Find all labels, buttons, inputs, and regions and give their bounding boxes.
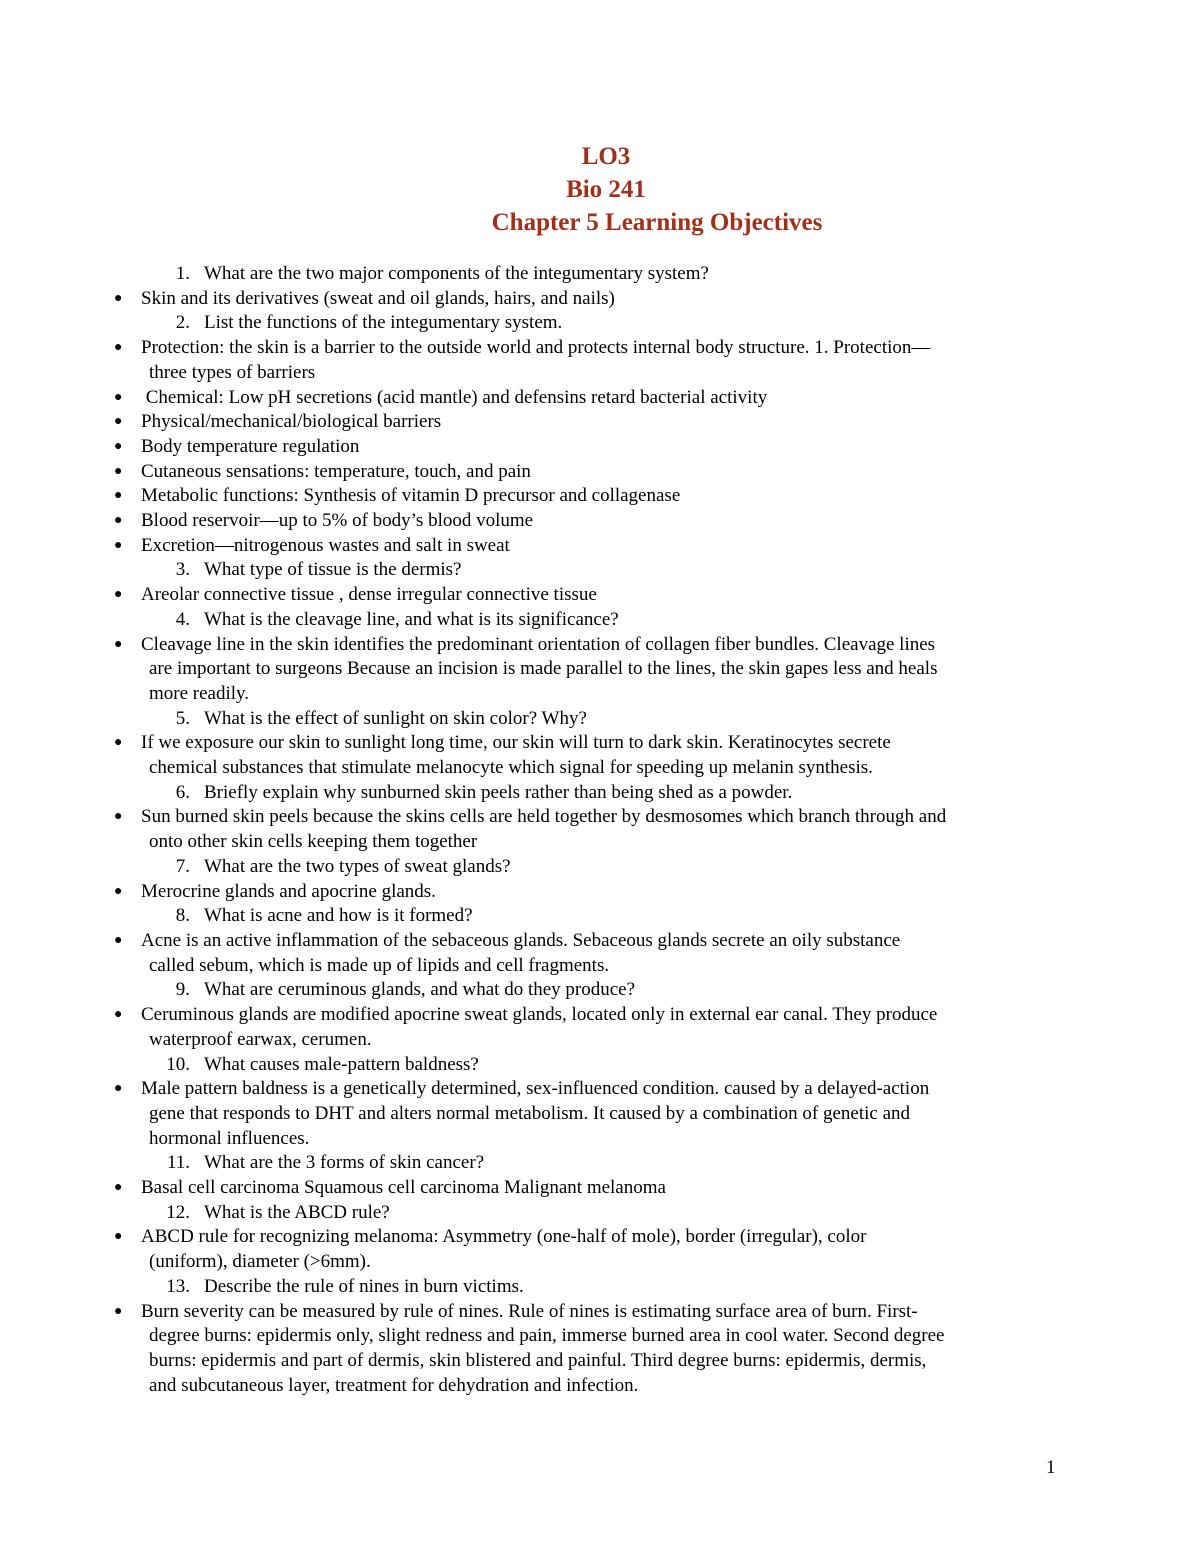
answer-text: Male pattern baldness is a genetically determined, sex-influenced condition. caused by a delayed-action bbox=[141, 1078, 930, 1100]
answer-text: Physical/mechanical/biological barriers bbox=[141, 411, 442, 433]
answer-text-continuation: onto other skin cells keeping them together bbox=[149, 831, 478, 853]
answer-text: Areolar connective tissue , dense irregular connective tissue bbox=[141, 584, 597, 606]
answer-bullet bbox=[0, 929, 1200, 978]
question-number: 5. bbox=[175, 707, 190, 729]
answer-text: If we exposure our skin to sunlight long time, our skin will turn to dark skin. Keratinocytes secrete bbox=[141, 732, 891, 754]
answer-text-continuation: are important to surgeons Because an incision is made parallel to the lines, the skin gapes less and heals bbox=[149, 658, 938, 680]
bullet-icon: ● bbox=[114, 1081, 123, 1097]
bullet-icon: ● bbox=[114, 1303, 123, 1319]
answer-text-continuation: gene that responds to DHT and alters normal metabolism. It caused by a combination of genetic and bbox=[149, 1102, 911, 1124]
answer-text-continuation: waterproof earwax, cerumen. bbox=[149, 1028, 372, 1050]
answer-bullet bbox=[0, 583, 1200, 608]
question-number: 6. bbox=[175, 781, 190, 803]
bullet-icon: ● bbox=[114, 513, 123, 529]
answer-bullet bbox=[0, 386, 1200, 411]
bullet-icon: ● bbox=[114, 1007, 123, 1023]
answer-text: Merocrine glands and apocrine glands. bbox=[141, 880, 436, 902]
bullet-icon: ● bbox=[114, 438, 123, 454]
answer-bullet bbox=[0, 805, 1200, 854]
answer-bullet bbox=[0, 1225, 1200, 1274]
question-text: What are the two types of sweat glands? bbox=[204, 855, 511, 877]
question-item bbox=[0, 855, 1200, 880]
question-item bbox=[0, 558, 1200, 583]
question-text: What type of tissue is the dermis? bbox=[204, 559, 462, 581]
bullet-icon: ● bbox=[114, 636, 123, 652]
answer-text-continuation: hormonal influences. bbox=[149, 1127, 310, 1149]
header-course: Bio 241 bbox=[566, 176, 646, 203]
question-item bbox=[0, 978, 1200, 1003]
answer-text: Acne is an active inflammation of the sebaceous glands. Sebaceous glands secrete an oily substance bbox=[141, 929, 901, 951]
answer-bullet bbox=[0, 880, 1200, 905]
question-text: Briefly explain why sunburned skin peels rather than being shed as a powder. bbox=[204, 781, 793, 803]
question-number: 9. bbox=[175, 979, 190, 1001]
answer-text: Body temperature regulation bbox=[141, 435, 360, 457]
answer-bullet bbox=[0, 1176, 1200, 1201]
question-number: 1. bbox=[175, 263, 190, 284]
question-text: What is acne and how is it formed? bbox=[204, 905, 473, 927]
answer-text-continuation: degree burns: epidermis only, slight redness and pain, immerse burned area in cool water. Second degree bbox=[149, 1325, 945, 1347]
question-text: Describe the rule of nines in burn victims. bbox=[204, 1275, 524, 1297]
answer-text-continuation: and subcutaneous layer, treatment for dehydration and infection. bbox=[149, 1374, 639, 1396]
answer-bullet bbox=[0, 509, 1200, 534]
question-item bbox=[0, 608, 1200, 633]
bullet-icon: ● bbox=[114, 809, 123, 825]
bullet-icon: ● bbox=[114, 587, 123, 603]
answer-text: Burn severity can be measured by rule of nines. Rule of nines is estimating surface area of burn. First- bbox=[141, 1300, 918, 1322]
bullet-icon: ● bbox=[114, 537, 123, 553]
answer-text-continuation: chemical substances that stimulate melanocyte which signal for speeding up melanin synthesis. bbox=[149, 757, 873, 779]
page-number: 1 bbox=[1046, 1457, 1056, 1478]
answer-text-continuation: more readily. bbox=[149, 682, 250, 704]
bullet-icon: ● bbox=[114, 488, 123, 504]
answer-text: Blood reservoir—up to 5% of body’s blood volume bbox=[141, 510, 534, 532]
answer-bullet bbox=[0, 435, 1200, 460]
answer-text: Sun burned skin peels because the skins cells are held together by desmosomes which branch through and bbox=[141, 806, 947, 828]
bullet-icon: ● bbox=[114, 883, 123, 899]
answer-bullet bbox=[0, 1300, 1200, 1399]
question-number: 2. bbox=[175, 312, 190, 334]
question-number: 11. bbox=[166, 1152, 190, 1174]
question-item bbox=[0, 262, 1200, 287]
question-number: 7. bbox=[175, 855, 190, 877]
answer-text: Protection: the skin is a barrier to the outside world and protects internal body structure. 1. Protection— bbox=[141, 337, 931, 359]
bullet-icon: ● bbox=[114, 290, 123, 306]
answer-bullet bbox=[0, 410, 1200, 435]
answer-bullet bbox=[0, 1077, 1200, 1151]
answer-bullet bbox=[0, 287, 1200, 312]
answer-bullet bbox=[0, 1003, 1200, 1052]
question-number: 10. bbox=[166, 1053, 190, 1075]
answer-text: Ceruminous glands are modified apocrine sweat glands, located only in external ear canal. They produce bbox=[141, 1004, 938, 1026]
question-text: What is the ABCD rule? bbox=[204, 1201, 390, 1223]
answer-text: Chemical: Low pH secretions (acid mantle) and defensins retard bacterial activity bbox=[141, 386, 768, 408]
answer-bullet bbox=[0, 731, 1200, 780]
question-item bbox=[0, 781, 1200, 806]
answer-bullet bbox=[0, 484, 1200, 509]
bullet-icon: ● bbox=[114, 1229, 123, 1245]
bullet-icon: ● bbox=[114, 389, 123, 405]
question-number: 13. bbox=[166, 1275, 190, 1297]
question-text: What is the effect of sunlight on skin color? Why? bbox=[204, 707, 587, 729]
question-item bbox=[0, 1275, 1200, 1300]
answer-bullet bbox=[0, 460, 1200, 485]
answer-text-continuation: burns: epidermis and part of dermis, skin blistered and painful. Third degree burns: epidermis, dermis, bbox=[149, 1349, 927, 1371]
question-item bbox=[0, 707, 1200, 732]
bullet-icon: ● bbox=[114, 932, 123, 948]
bullet-icon: ● bbox=[114, 1180, 123, 1196]
header-code: LO3 bbox=[581, 143, 631, 170]
bullet-icon: ● bbox=[114, 463, 123, 479]
question-item bbox=[0, 1151, 1200, 1176]
answer-bullet bbox=[0, 534, 1200, 559]
question-text: List the functions of the integumentary system. bbox=[204, 312, 563, 334]
question-number: 4. bbox=[175, 608, 190, 630]
answer-text-continuation: called sebum, which is made up of lipids and cell fragments. bbox=[149, 954, 610, 976]
question-text: What causes male-pattern baldness? bbox=[204, 1053, 479, 1075]
answer-text: Excretion—nitrogenous wastes and salt in sweat bbox=[141, 534, 510, 556]
question-number: 12. bbox=[166, 1201, 190, 1223]
answer-bullet bbox=[0, 633, 1200, 707]
question-text: What are the 3 forms of skin cancer? bbox=[204, 1152, 485, 1174]
bullet-icon: ● bbox=[114, 414, 123, 430]
question-item bbox=[0, 904, 1200, 929]
question-item bbox=[0, 1053, 1200, 1078]
question-item bbox=[0, 311, 1200, 336]
question-text: What is the cleavage line, and what is its significance? bbox=[204, 608, 619, 630]
answer-text-continuation: (uniform), diameter (>6mm). bbox=[149, 1251, 371, 1273]
question-number: 8. bbox=[175, 905, 190, 927]
question-item bbox=[0, 1201, 1200, 1226]
bullet-icon: ● bbox=[114, 340, 123, 356]
bullet-icon: ● bbox=[114, 735, 123, 751]
answer-text: Basal cell carcinoma Squamous cell carcinoma Malignant melanoma bbox=[141, 1177, 666, 1199]
objectives-list bbox=[0, 262, 1200, 1398]
answer-text: Cleavage line in the skin identifies the predominant orientation of collagen fiber bundles. Cleavage lines bbox=[141, 633, 936, 655]
answer-text: Metabolic functions: Synthesis of vitamin D precursor and collagenase bbox=[141, 485, 681, 507]
page-title: Chapter 5 Learning Objectives bbox=[491, 209, 823, 236]
answer-text: ABCD rule for recognizing melanoma: Asymmetry (one-half of mole), border (irregular), color bbox=[141, 1226, 867, 1248]
question-text: What are the two major components of the integumentary system? bbox=[204, 263, 709, 284]
answer-text: Cutaneous sensations: temperature, touch, and pain bbox=[141, 460, 531, 482]
document-header bbox=[0, 140, 1200, 239]
answer-text: Skin and its derivatives (sweat and oil glands, hairs, and nails) bbox=[141, 287, 615, 309]
answer-text-continuation: three types of barriers bbox=[149, 361, 316, 383]
answer-bullet bbox=[0, 336, 1200, 385]
question-text: What are ceruminous glands, and what do they produce? bbox=[204, 979, 636, 1001]
question-number: 3. bbox=[175, 559, 190, 581]
